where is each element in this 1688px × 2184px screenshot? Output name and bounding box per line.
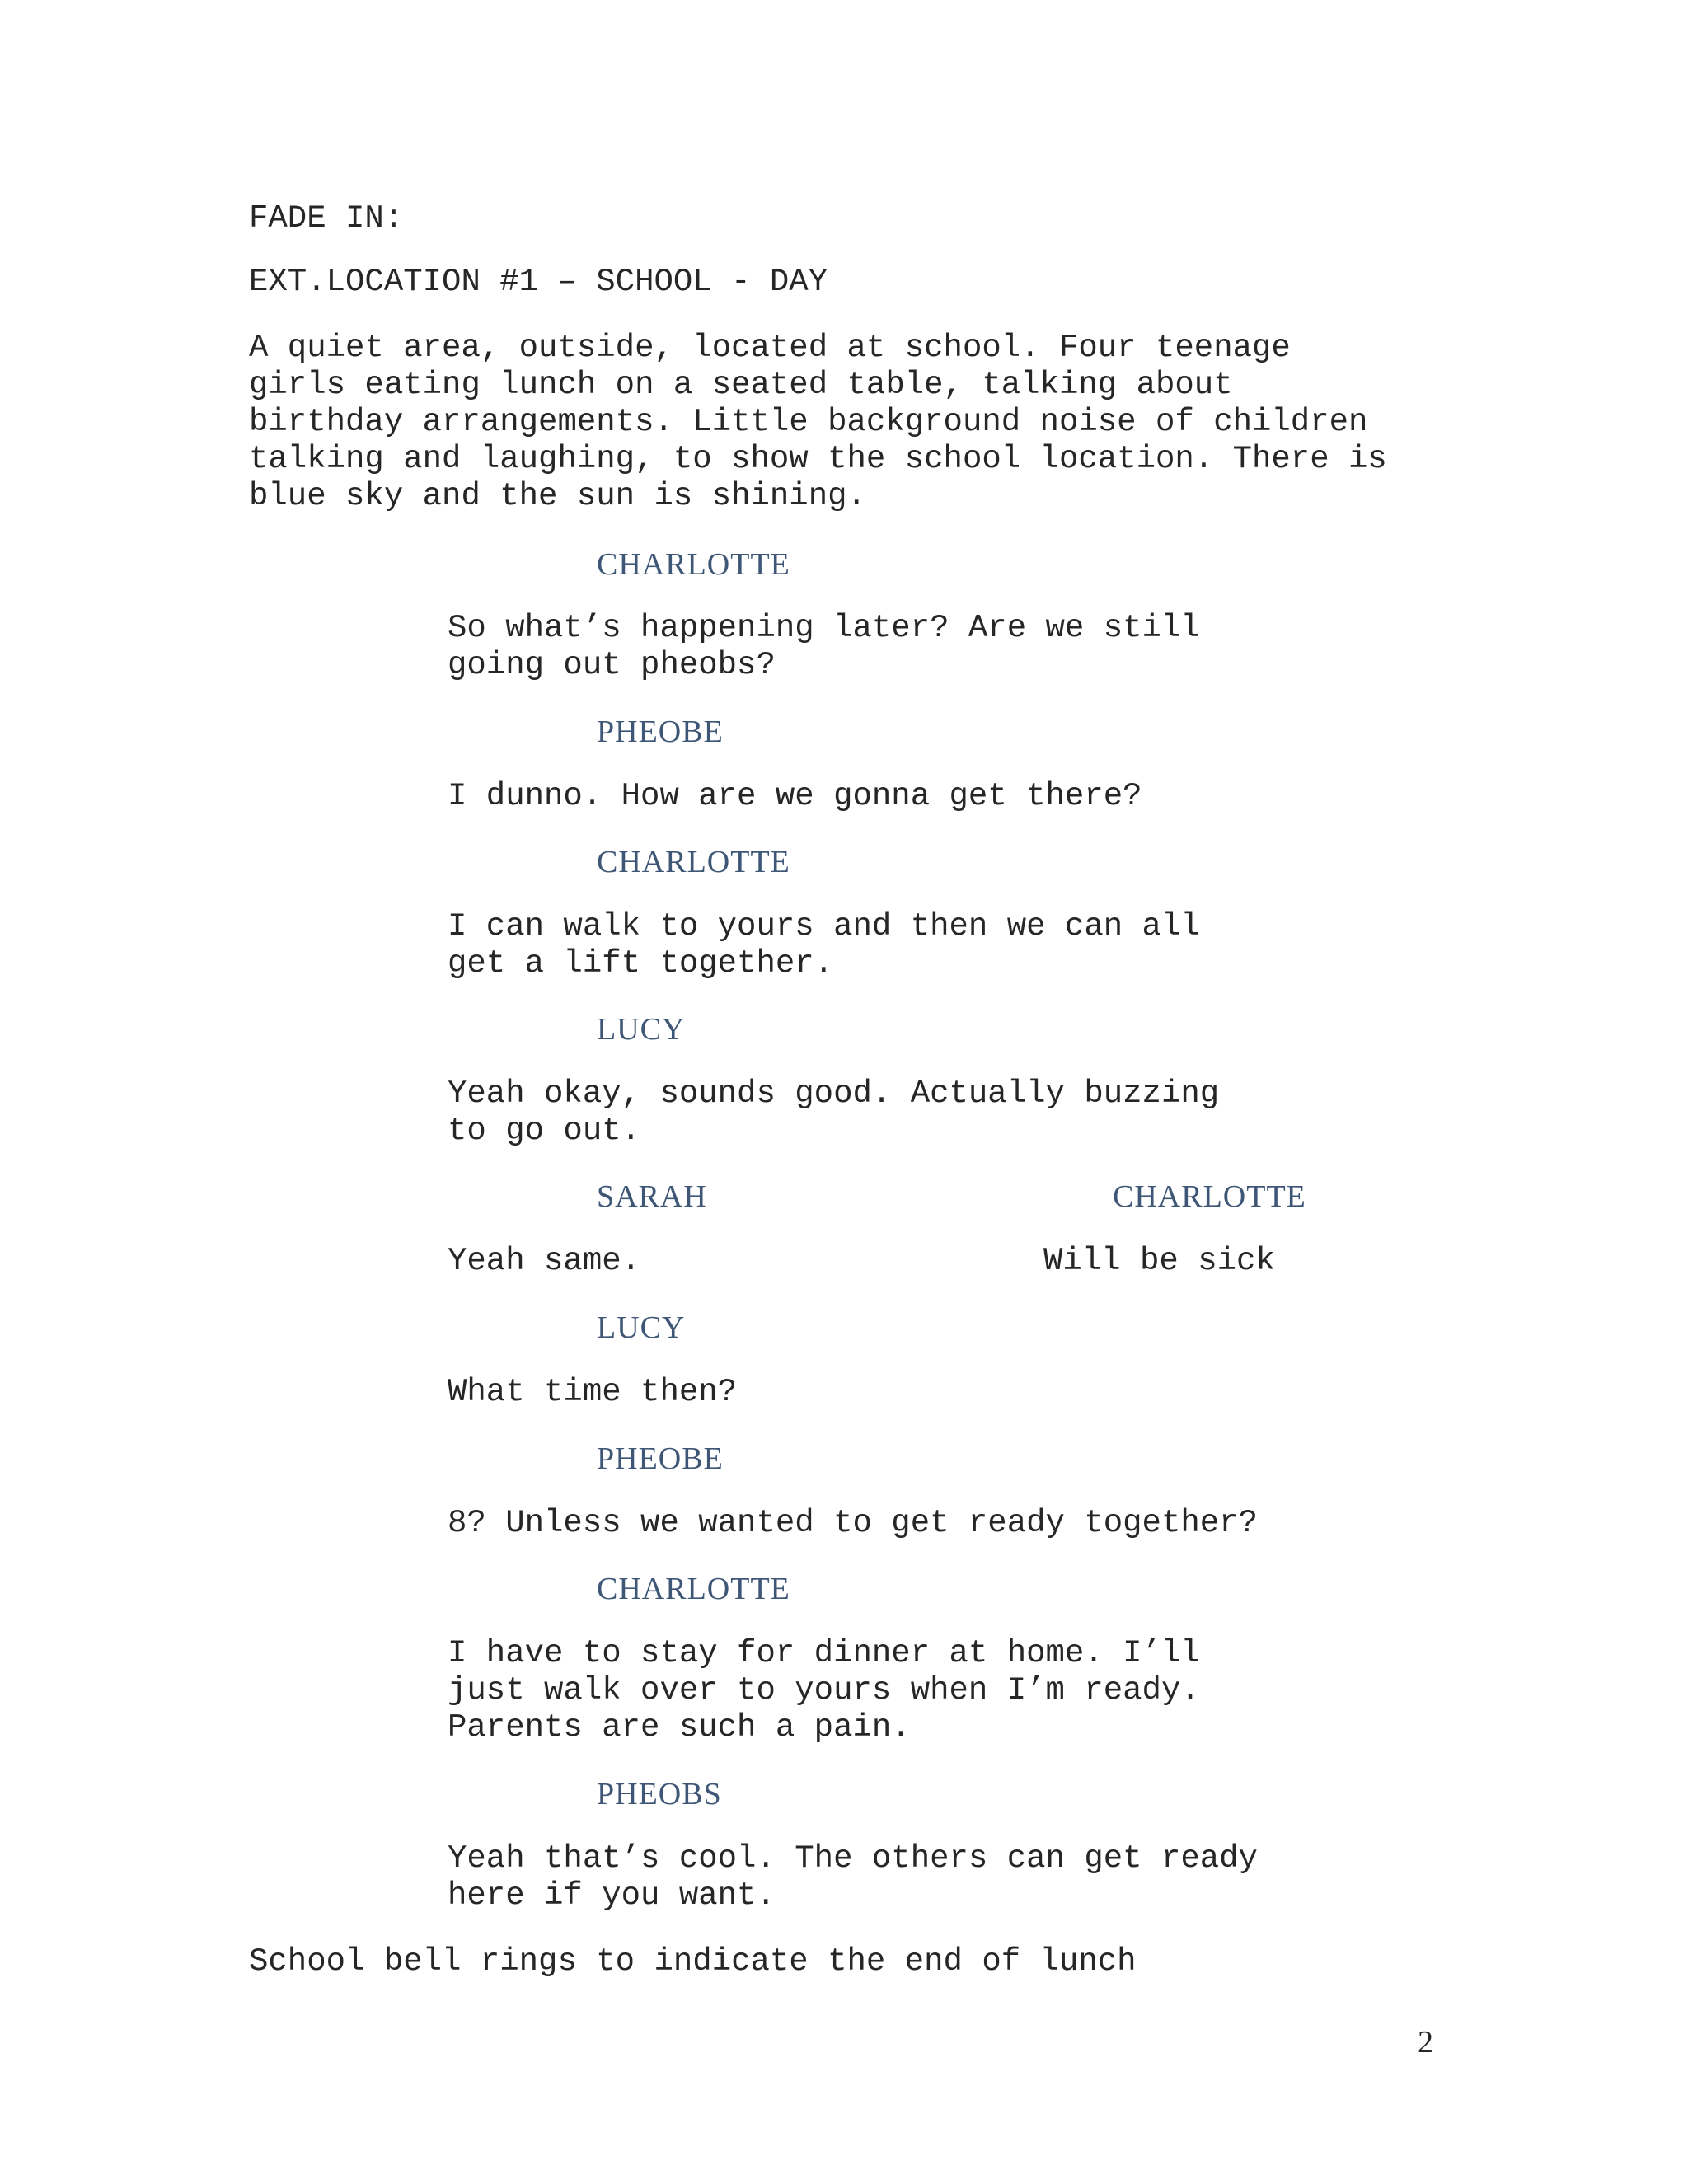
action-line: blue sky and the sun is shining.: [249, 478, 866, 514]
character-cue: CHARLOTTE: [1113, 1179, 1306, 1214]
dialogue-line: Yeah same.: [448, 1243, 641, 1279]
character-cue: LUCY: [597, 1310, 686, 1345]
dialogue-line: Yeah that’s cool. The others can get ready: [448, 1840, 1258, 1877]
dialogue-line: Yeah okay, sounds good. Actually buzzing: [448, 1076, 1220, 1112]
dialogue-line: going out pheobs?: [448, 647, 776, 683]
character-cue: SARAH: [597, 1179, 707, 1214]
dialogue-line: I can walk to yours and then we can all: [448, 908, 1200, 944]
dialogue-line: get a lift together.: [448, 945, 834, 982]
dialogue-line: I dunno. How are we gonna get there?: [448, 778, 1142, 814]
character-cue: PHEOBS: [597, 1777, 722, 1811]
action-line: A quiet area, outside, located at school. Four teenage: [249, 330, 1291, 366]
character-cue: CHARLOTTE: [597, 547, 790, 582]
dialogue-line: to go out.: [448, 1113, 641, 1149]
character-cue: CHARLOTTE: [597, 1572, 790, 1606]
dialogue-line: here if you want.: [448, 1877, 776, 1914]
transition: FADE IN:: [249, 200, 404, 237]
action-line: girls eating lunch on a seated table, talking about: [249, 367, 1233, 403]
dialogue-line: What time then?: [448, 1374, 738, 1410]
character-cue: CHARLOTTE: [597, 845, 790, 879]
dialogue-line: Parents are such a pain.: [448, 1709, 911, 1746]
dialogue-line: just walk over to yours when I’m ready.: [448, 1672, 1200, 1708]
action-line: School bell rings to indicate the end of lunch: [249, 1943, 1137, 1980]
character-cue: LUCY: [597, 1012, 686, 1047]
dialogue-line: I have to stay for dinner at home. I’ll: [448, 1635, 1200, 1671]
page-number: 2: [1418, 2025, 1433, 2060]
action-line: talking and laughing, to show the school location. There is: [249, 441, 1387, 477]
dialogue-line: Will be sick: [1043, 1243, 1275, 1279]
dialogue-line: So what’s happening later? Are we still: [448, 610, 1200, 646]
scene-heading: EXT.LOCATION #1 – SCHOOL - DAY: [249, 264, 828, 300]
character-cue: PHEOBE: [597, 1441, 724, 1476]
dialogue-line: 8? Unless we wanted to get ready together?: [448, 1505, 1258, 1541]
action-line: birthday arrangements. Little background noise of children: [249, 404, 1368, 440]
character-cue: PHEOBE: [597, 715, 724, 749]
